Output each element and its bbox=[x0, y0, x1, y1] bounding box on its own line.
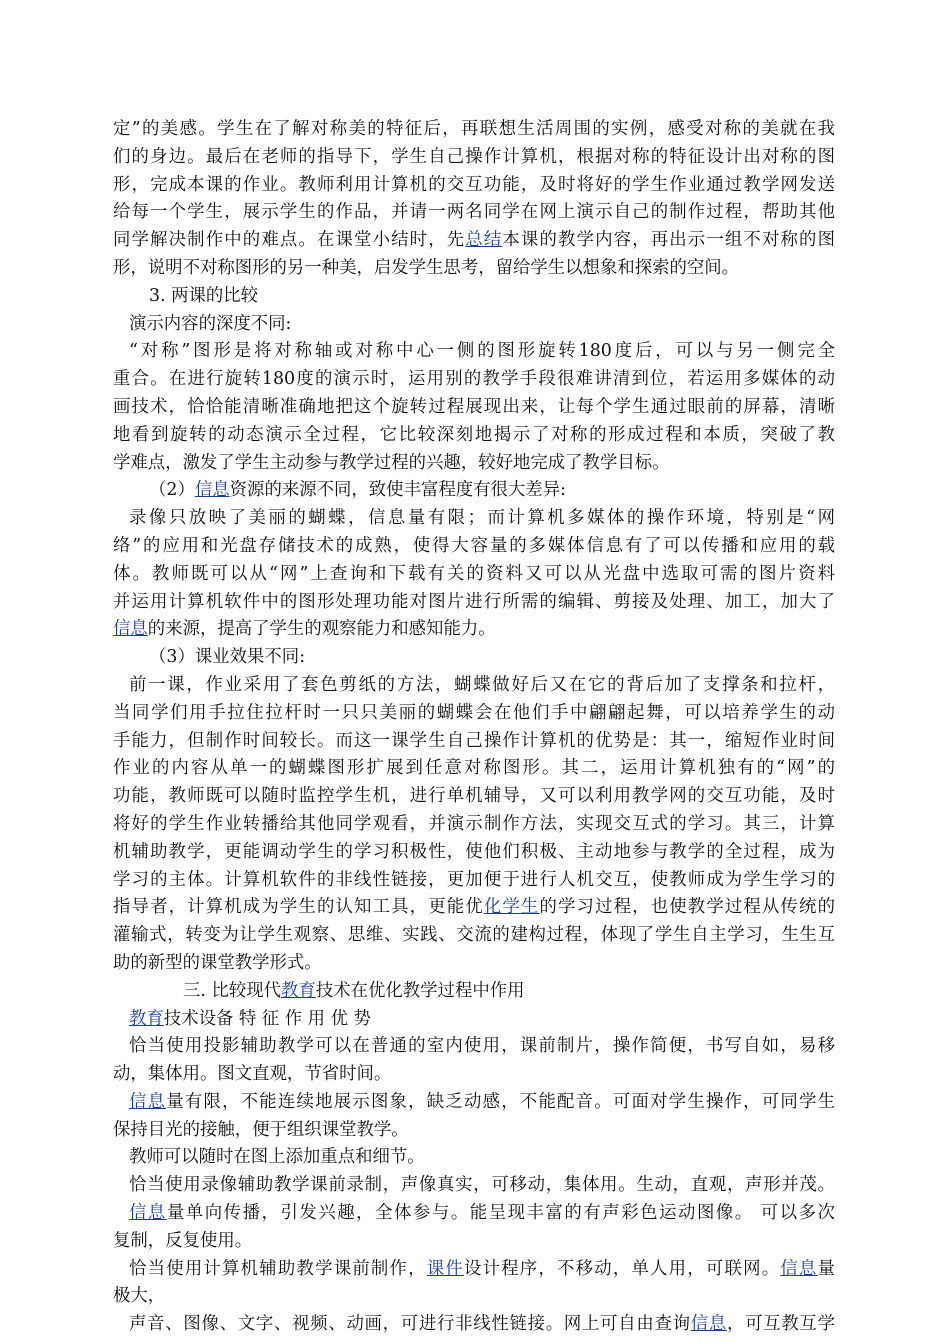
link-summary[interactable]: 总结 bbox=[465, 230, 503, 251]
text-line: 重合。在进行旋转180度的演示时，运用别的教学手段很难讲清到位，若运用多媒体的动 bbox=[113, 369, 835, 390]
link-information[interactable]: 信息 bbox=[194, 480, 230, 501]
subheading: 演示内容的深度不同: bbox=[129, 313, 292, 334]
text-line: 体。教师既可以从“网”上查询和下载有关的资料又可以从光盘中选取可需的图片资料 bbox=[113, 563, 835, 584]
text-segment: 技术在优化教学过程中作用 bbox=[315, 980, 525, 1001]
text-line: 动，集体用。图文直观，节省时间。 bbox=[113, 1064, 392, 1085]
text-segment: 三. 比较现代 bbox=[183, 980, 282, 1001]
text-line bbox=[113, 616, 835, 644]
text-line: 前一课，作业采用了套色剪纸的方法，蝴蝶做好后又在它的背后加了支撑条和拉杆， bbox=[129, 674, 835, 695]
text-segment: 声音、图像、文字、视频、动画，可进行非线性链接。网上可自由查询 bbox=[129, 1314, 691, 1335]
section-heading bbox=[113, 978, 835, 1006]
link-information[interactable]: 信息 bbox=[129, 1091, 167, 1112]
text-line: 将好的学生作业转播给其他同学观看，并演示制作方法，实现交互式的学习。其三，计算 bbox=[113, 813, 835, 834]
text-line bbox=[113, 1256, 835, 1284]
link-courseware[interactable]: 课件 bbox=[426, 1258, 464, 1279]
subheading: （3）课业效果不同: bbox=[149, 647, 306, 668]
text-line: “对称”图形是将对称轴或对称中心一侧的图形旋转180度后，可以与另一侧完全 bbox=[129, 341, 835, 362]
link-information[interactable]: 信息 bbox=[690, 1314, 727, 1335]
text-segment: 资源的来源不同，致使丰富程度有很大差异: bbox=[229, 480, 566, 501]
text-line: 机辅助教学，更能调动学生的学习积极性，使他们积极、主动地参与教学的全过程，成为 bbox=[113, 841, 835, 862]
text-segment: 指导者，计算机成为学生的认知工具，更能优 bbox=[113, 897, 484, 918]
text-line bbox=[113, 1311, 835, 1339]
text-segment: 技术设备 特 征 作 用 优 势 bbox=[163, 1008, 371, 1029]
text-line: 助的新型的课堂教学形式。 bbox=[113, 952, 322, 973]
text-line: 作业的内容从单一的蝴蝶图形扩展到任意对称图形。其二，运用计算机独有的“网”的 bbox=[113, 758, 835, 779]
text-line: 学难点，激发了学生主动参与教学过程的兴趣，较好地完成了教学目标。 bbox=[113, 452, 670, 473]
text-segment: 量单向传播，引发兴趣，全体参与。能呈现丰富的有声彩色运动图像。 可以多次 bbox=[166, 1203, 835, 1224]
text-line bbox=[113, 1200, 835, 1228]
text-line: 恰当使用录像辅助教学课前录制，声像真实，可移动，集体用。生动，直观，声形并茂。 bbox=[129, 1175, 835, 1196]
text-line bbox=[113, 1089, 835, 1117]
text-line: 络”的应用和光盘存储技术的成熟，使得大容量的多媒体信息有了可以传播和应用的载 bbox=[113, 535, 835, 556]
text-segment: 同学解决制作中的难点。在课堂小结时，先 bbox=[113, 230, 466, 251]
text-line: 并运用计算机软件中的图形处理功能对图片进行所需的编辑、剪接及处理、加工，加大了 bbox=[113, 591, 835, 612]
text-line: 画技术，恰恰能清晰准确地把这个旋转过程展现出来，让每个学生通过眼前的屏幕，清晰 bbox=[113, 396, 835, 417]
link-information[interactable]: 信息 bbox=[113, 619, 148, 640]
text-line: 给每一个学生，展示学生的作品，并请一两名同学在网上演示自己的制作过程，帮助其他 bbox=[113, 202, 835, 223]
text-line: 形，完成本课的作业。教师利用计算机的交互功能，及时将好的学生作业通过教学网发送 bbox=[113, 174, 835, 195]
text-line: 教师可以随时在图上添加重点和细节。 bbox=[129, 1147, 425, 1168]
text-segment: 的学习过程，也使教学过程从传统的 bbox=[539, 897, 835, 918]
text-segment: 量有限，不能连续地展示图象，缺乏动感，不能配音。可面对学生操作，可同学生 bbox=[166, 1091, 835, 1112]
text-line: 录像只放映了美丽的蝴蝶，信息量有限；而计算机多媒体的操作环境，特别是“网 bbox=[129, 508, 835, 529]
text-segment: 设计程序，不移动，单人用，可联网。 bbox=[463, 1258, 781, 1279]
text-line: 灌输式，转变为让学生观察、思维、实践、交流的建构过程，体现了学生自主学习，生生互 bbox=[113, 925, 835, 946]
text-line: 定”的美感。学生在了解对称美的特征后，再联想生活周围的实例，感受对称的美就在我 bbox=[113, 119, 835, 139]
link-chemistry[interactable]: 化学生 bbox=[483, 897, 540, 918]
link-information[interactable]: 信息 bbox=[780, 1258, 818, 1279]
link-education[interactable]: 教育 bbox=[129, 1008, 164, 1029]
text-line bbox=[113, 227, 835, 255]
text-segment: 量 bbox=[817, 1258, 835, 1279]
document-page bbox=[113, 116, 835, 1339]
text-segment: 本课的教学内容，再出示一组不对称的图 bbox=[502, 230, 835, 251]
text-segment: 的来源，提高了学生的观察能力和感知能力。 bbox=[147, 619, 496, 640]
text-segment: （2） bbox=[149, 480, 195, 501]
link-education[interactable]: 教育 bbox=[281, 980, 316, 1001]
text-line: 恰当使用投影辅助教学可以在普通的室内使用，课前制片，操作简便，书写自如，易移 bbox=[129, 1036, 835, 1057]
text-line: 学习的主体。计算机软件的非线性链接，更加便于进行人机交互，使教师成为学生学习的 bbox=[113, 869, 835, 890]
subheading bbox=[113, 477, 835, 505]
text-segment: 恰当使用计算机辅助教学课前制作， bbox=[129, 1258, 427, 1279]
text-segment: ，可互教互学 bbox=[726, 1314, 835, 1335]
link-information[interactable]: 信息 bbox=[129, 1203, 167, 1224]
text-line: 当同学们用手拉住拉杆时一只只美丽的蝴蝶会在他们手中翩翩起舞，可以培养学生的动 bbox=[113, 702, 835, 723]
section-heading: 3. 两课的比较 bbox=[149, 285, 259, 306]
text-line: 极大， bbox=[113, 1286, 166, 1307]
text-line: 功能，教师既可以随时监控学生机，进行单机辅导，又可以利用教学网的交互功能，及时 bbox=[113, 786, 835, 807]
text-line: 保持目光的接触，便于组织课堂教学。 bbox=[113, 1119, 409, 1140]
text-line: 们的身边。最后在老师的指导下，学生自己操作计算机，根据对称的特征设计出对称的图 bbox=[113, 146, 835, 167]
text-line: 手能力，但制作时间较长。而这一课学生自己操作计算机的优势是：其一，缩短作业时间 bbox=[113, 730, 835, 751]
text-line: 复制，反复使用。 bbox=[113, 1230, 253, 1251]
text-line: 地看到旋转的动态演示全过程，它比较深刻地揭示了对称的形成过程和本质，突破了教 bbox=[113, 424, 835, 445]
text-line: 形，说明不对称图形的另一种美，启发学生思考，留给学生以想象和探索的空间。 bbox=[113, 257, 740, 278]
text-line bbox=[113, 894, 835, 922]
table-header-line bbox=[113, 1006, 835, 1034]
